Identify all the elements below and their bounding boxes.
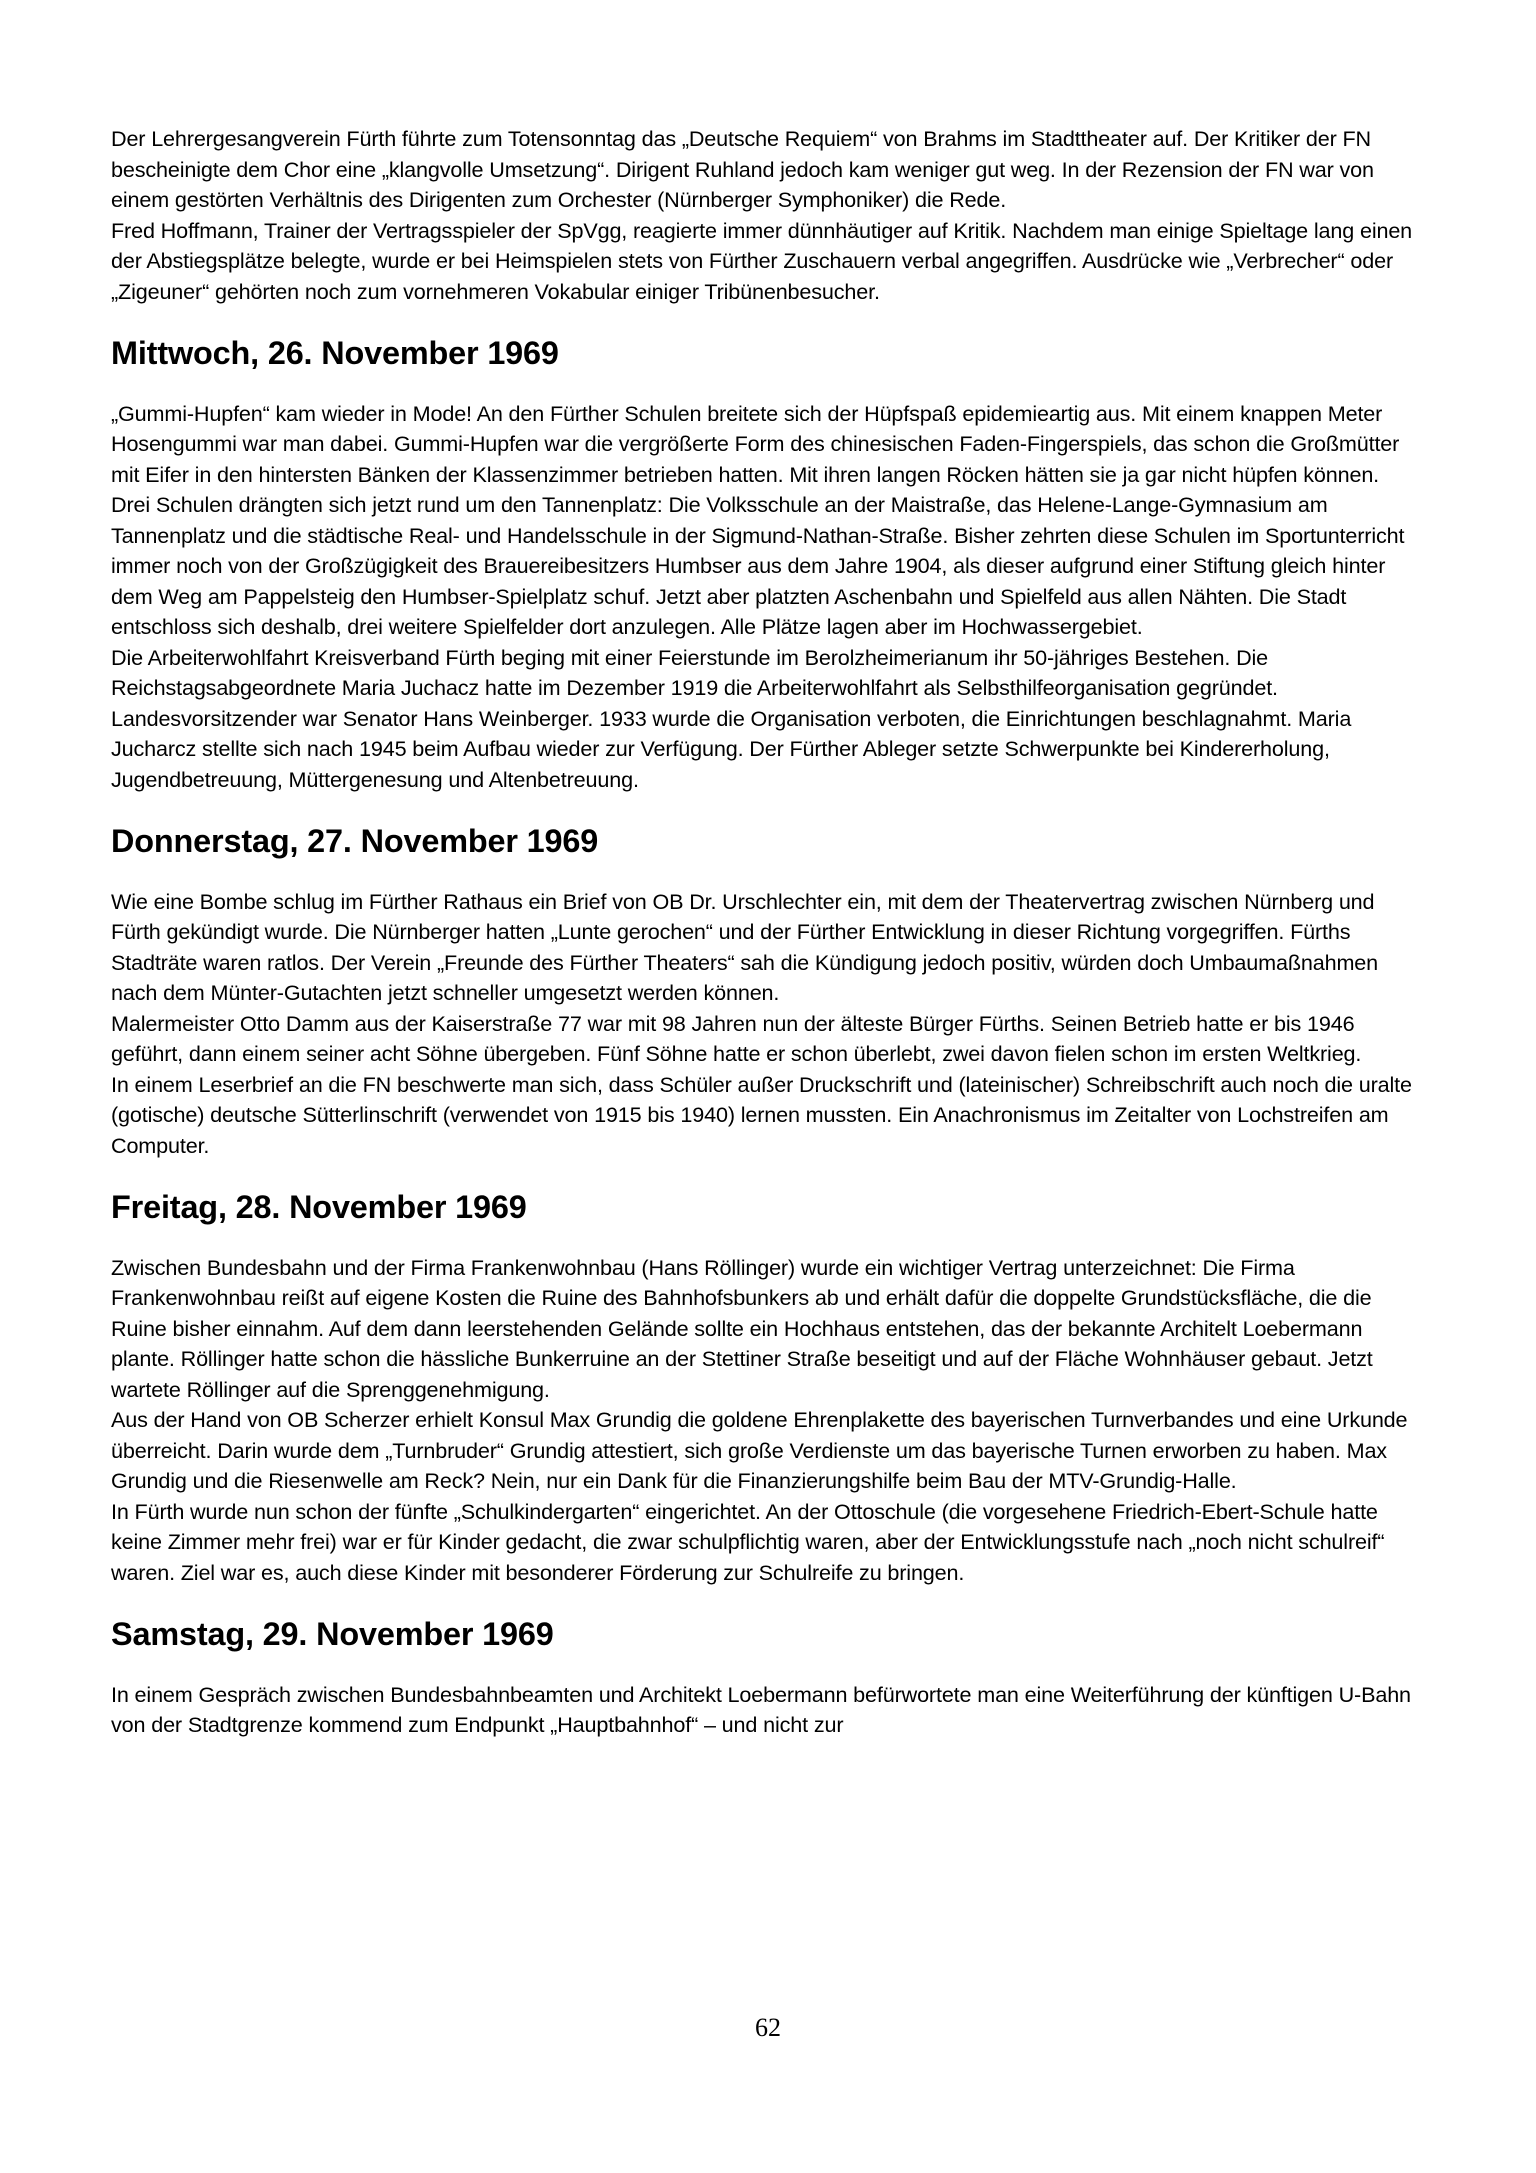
- paragraph-gummi-hupfen: „Gummi-Hupfen“ kam wieder in Mode! An den Fürther Schulen breitete sich der Hüpfspaß epidemieartig aus. Mit einem knappen Meter Hosengummi war man dabei. Gummi-Hupfen war die vergrößerte Form des chinesischen Faden-Fingerspiels, das schon die Großmütter mit Eifer in den hintersten Bänken der Klassenzimmer betrieben hatten. Mit ihren langen Röcken hätten sie ja gar nicht hüpfen können.: [111, 400, 1400, 487]
- section-heading: Mittwoch, 26. November 1969: [111, 334, 559, 371]
- section-freitag: [111, 1188, 1423, 1589]
- paragraph-schulkindergarten: In Fürth wurde nun schon der fünfte „Schulkindergarten“ eingerichtet. An der Ottoschule (die vorgesehene Friedrich-Ebert-Schule hatte keine Zimmer mehr frei) war er für Kinder gedacht, die zwar schulpflichtig waren, aber der Entwicklungsstufe nach „noch nicht schulreif“ waren. Ziel war es, auch diese Kinder mit besonderer Förderung zur Schulreife zu bringen.: [111, 1498, 1385, 1585]
- paragraph-arbeiterwohlfahrt: Die Arbeiterwohlfahrt Kreisverband Fürth beging mit einer Feierstunde im Berolzheimerianum ihr 50-jähriges Bestehen. Die Reichstagsabgeordnete Maria Juchacz hatte im Dezember 1919 die Arbeiterwohlfahrt als Selbsthilfeorganisation gegründet. Landesvorsitzender war Senator Hans Weinberger. 1933 wurde die Organisation verboten, die Einrichtungen beschlagnahmt. Maria Jucharcz stellte sich nach 1945 beim Aufbau wieder zur Verfügung. Der Fürther Ableger setzte Schwerpunkte bei Kindererholung, Jugendbetreuung, Müttergenesung und Altenbetreuung.: [111, 644, 1352, 792]
- section-heading: Samstag, 29. November 1969: [111, 1615, 554, 1652]
- page-number: 62: [755, 2013, 781, 2042]
- paragraph-otto-damm: Malermeister Otto Damm aus der Kaiserstraße 77 war mit 98 Jahren nun der älteste Bürger Fürths. Seinen Betrieb hatte er bis 1946 geführt, dann einem seiner acht Söhne übergeben. Fünf Söhne hatte er schon überlebt, zwei davon fielen schon im ersten Weltkrieg.: [111, 1010, 1362, 1066]
- paragraph-frankenwohnbau: Zwischen Bundesbahn und der Firma Frankenwohnbau (Hans Röllinger) wurde ein wichtiger Vertrag unterzeichnet: Die Firma Frankenwohnbau reißt auf eigene Kosten die Ruine des Bahnhofsbunkers ab und erhält dafür die doppelte Grundstücksfläche, die die Ruine bisher einnahm. Auf dem dann leerstehenden Gelände sollte ein Hochhaus entstehen, das der bekannte Architelt Loebermann plante. Röllinger hatte schon die hässliche Bunkerruine an der Stettiner Straße beseitigt und auf der Fläche Wohnhäuser gebaut. Jetzt wartete Röllinger auf die Sprenggenehmigung.: [111, 1254, 1373, 1402]
- paragraph-leserbrief: In einem Leserbrief an die FN beschwerte man sich, dass Schüler außer Druckschrift und (lateinischer) Schreibschrift auch noch die uralte (gotische) deutsche Sütterlinschrift (verwendet von 1915 bis 1940) lernen mussten. Ein Anachronismus im Zeitalter von Lochstreifen am Computer.: [111, 1071, 1412, 1158]
- paragraph-theatervertrag: Wie eine Bombe schlug im Fürther Rathaus ein Brief von OB Dr. Urschlechter ein, mit dem der Theatervertrag zwischen Nürnberg und Fürth gekündigt wurde. Die Nürnberger hatten „Lunte gerochen“ und der Fürther Entwicklung in dieser Richtung vorgegriffen. Fürths Stadträte waren ratlos. Der Verein „Freunde des Fürther Theaters“ sah die Kündigung jedoch positiv, würden doch Umbaumaßnahmen nach dem Münter-Gutachten jetzt schneller umgesetzt werden können.: [111, 888, 1379, 1005]
- section-heading: Donnerstag, 27. November 1969: [111, 822, 599, 859]
- paragraph-max-grundig: Aus der Hand von OB Scherzer erhielt Konsul Max Grundig die goldene Ehrenplakette des bayerischen Turnverbandes und eine Urkunde überreicht. Darin wurde dem „Turnbruder“ Grundig attestiert, sich große Verdienste um das bayerische Turnen erworben zu haben. Max Grundig und die Riesenwelle am Reck? Nein, nur ein Dank für die Finanzierungshilfe beim Bau der MTV-Grundig-Halle.: [111, 1407, 1408, 1493]
- paragraph-u-bahn: In einem Gespräch zwischen Bundesbahnbeamten und Architekt Loebermann befürwortete man eine Weiterführung der künftigen U-Bahn von der Stadtgrenze kommend zum Endpunkt „Hauptbahnhof“ – und nicht zur: [111, 1681, 1411, 1737]
- section-donnerstag: [111, 822, 1423, 1162]
- document-page: [111, 124, 1423, 1741]
- paragraph-lehrergesangverein: Der Lehrergesangverein Fürth führte zum Totensonntag das „Deutsche Requiem“ von Brahms im Stadttheater auf. Der Kritiker der FN bescheinigte dem Chor eine „klangvolle Umsetzung“. Dirigent Ruhland jedoch kam weniger gut weg. In der Rezension der FN war von einem gestörten Verhältnis des Dirigenten zum Orchester (Nürnberger Symphoniker) die Rede.: [111, 126, 1374, 212]
- section-samstag: [111, 1615, 1423, 1741]
- paragraph-tannenplatz-schulen: Drei Schulen drängten sich jetzt rund um den Tannenplatz: Die Volksschule an der Maistraße, das Helene-Lange-Gymnasium am Tannenplatz und die städtische Real- und Handelsschule in der Sigmund-Nathan-Straße. Bisher zehrten diese Schulen im Sportunterricht immer noch von der Großzügigkeit des Brauereibesitzers Humbser aus dem Jahre 1904, als dieser aufgrund einer Stiftung gleich hinter dem Weg am Pappelsteig den Humbser-Spielplatz schuf. Jetzt aber platzten Aschenbahn und Spielfeld aus allen Nähten. Die Stadt entschloss sich deshalb, drei weitere Spielfelder dort anzulegen. Alle Plätze lagen aber im Hochwassergebiet.: [111, 492, 1405, 639]
- section-mittwoch: [111, 334, 1423, 796]
- paragraph-fred-hoffmann: Fred Hoffmann, Trainer der Vertragsspieler der SpVgg, reagierte immer dünnhäutiger auf Kritik. Nachdem man einige Spieltage lang einen der Abstiegsplätze belegte, wurde er bei Heimspielen stets von Fürther Zuschauern verbal angegriffen. Ausdrücke wie „Verbrecher“ oder „Zigeuner“ gehörten noch zum vornehmeren Vokabular einiger Tribünenbesucher.: [111, 217, 1413, 304]
- section-heading: Freitag, 28. November 1969: [111, 1188, 527, 1225]
- intro-section: [111, 124, 1423, 307]
